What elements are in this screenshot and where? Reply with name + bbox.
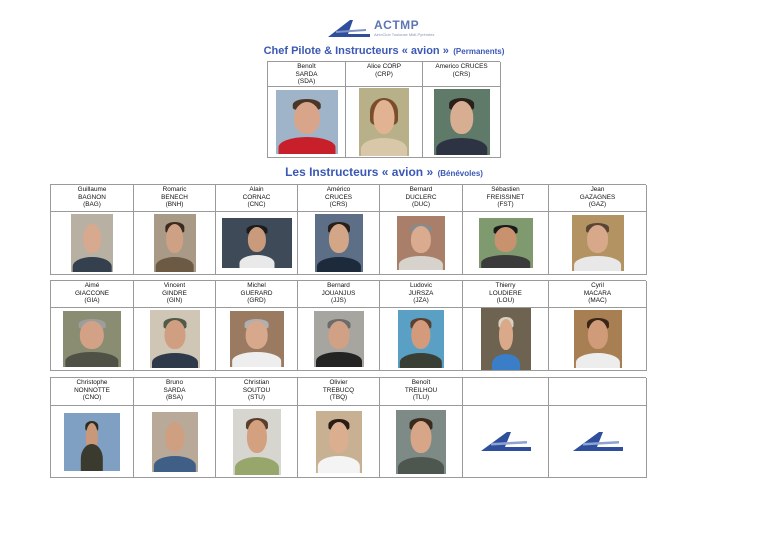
instructor-name: Sébastien FREISSINET (FST) — [463, 185, 549, 212]
instructor-name: Alain CORNAC (CNC) — [216, 185, 298, 212]
instructor-photo — [63, 311, 121, 367]
photo-cell — [298, 212, 380, 275]
photo-cell — [134, 212, 216, 275]
instructor-name: Olivier TREBUCQ (TBQ) — [298, 378, 380, 406]
instructor-photo — [434, 89, 490, 155]
photo-cell — [549, 406, 647, 478]
instructor-photo — [276, 90, 338, 154]
instructor-photo — [315, 214, 363, 272]
instructor-name: Romaric BENECH (BNH) — [134, 185, 216, 212]
volunteers-table-row-3 — [50, 377, 646, 478]
instructor-name: Jean GAZAGNES (GAZ) — [549, 185, 647, 212]
instructor-photo — [398, 310, 444, 368]
aircraft-logo-icon — [569, 429, 627, 455]
photo-cell — [134, 308, 216, 371]
photo-cell — [298, 308, 380, 371]
instructor-photo — [396, 410, 446, 474]
instructor-photo — [397, 216, 445, 270]
photo-cell — [298, 406, 380, 478]
photo-cell — [51, 406, 134, 478]
permanents-title — [0, 41, 768, 59]
instructor-name: Ludovic JURSZA (JZA) — [380, 281, 463, 308]
actmp-logo — [326, 18, 446, 42]
instructor-name: Cyril MACARA (MAC) — [549, 281, 647, 308]
instructor-name: Aimé GIACCONE (GIA) — [51, 281, 134, 308]
instructor-name: Christian SOUTOU (STU) — [216, 378, 298, 406]
instructor-photo — [359, 88, 409, 156]
logo-text: ACTMP — [374, 18, 420, 32]
instructor-name: Bernard DUCLERC (DUC) — [380, 185, 463, 212]
instructor-name: Benoît SARDA (SDA) — [268, 62, 346, 87]
instructor-photo — [222, 218, 292, 268]
instructor-name: Bruno SARDA (BSA) — [134, 378, 216, 406]
instructor-photo — [154, 214, 196, 272]
instructor-name: Benoît TREILHOU (TLU) — [380, 378, 463, 406]
empty-name-cell — [463, 378, 549, 406]
photo-cell — [463, 308, 549, 371]
photo-cell — [51, 308, 134, 371]
volunteers-table-row-2 — [50, 280, 646, 371]
photo-cell — [549, 308, 647, 371]
instructor-name: Christophe NONNOTTE (CNO) — [51, 378, 134, 406]
volunteers-title-sub: (Bénévoles) — [437, 169, 483, 178]
photo-cell — [51, 212, 134, 275]
logo-subtext: AéroClub Toulouse Midi-Pyrénées — [374, 32, 435, 37]
instructor-photo — [71, 214, 113, 272]
photo-cell — [380, 406, 463, 478]
volunteers-title-main: Les Instructeurs « avion » — [285, 165, 434, 179]
photo-cell — [216, 212, 298, 275]
instructor-photo — [233, 409, 281, 475]
photo-cell — [463, 406, 549, 478]
photo-cell — [380, 212, 463, 275]
instructor-photo — [481, 308, 531, 370]
aircraft-logo-icon — [326, 18, 372, 40]
instructor-photo — [64, 413, 120, 471]
instructor-name: Alice CORP (CRP) — [346, 62, 423, 87]
empty-name-cell — [549, 378, 647, 406]
permanents-table — [267, 61, 500, 158]
photo-cell — [216, 406, 298, 478]
instructor-name: Vincent GINDRE (GIN) — [134, 281, 216, 308]
permanents-title-sub: (Permanents) — [453, 47, 505, 56]
photo-cell — [423, 87, 501, 158]
instructor-name: Guillaume BAGNON (BAG) — [51, 185, 134, 212]
photo-cell — [463, 212, 549, 275]
instructor-photo — [314, 311, 364, 367]
photo-cell — [549, 212, 647, 275]
instructor-name: Americo CRUCES (CRS) — [423, 62, 501, 87]
permanents-title-main: Chef Pilote & Instructeurs « avion » — [263, 45, 449, 57]
instructor-photo — [150, 310, 200, 368]
volunteers-title — [0, 163, 768, 181]
instructor-photo — [479, 218, 533, 268]
instructor-photo — [152, 412, 198, 472]
instructor-photo — [572, 215, 624, 271]
instructor-name: Michel GUERARD (GRD) — [216, 281, 298, 308]
photo-cell — [268, 87, 346, 158]
instructor-photo — [574, 310, 622, 368]
photo-cell — [380, 308, 463, 371]
instructor-name: Thierry LOUDIERE (LOU) — [463, 281, 549, 308]
aircraft-logo-icon — [477, 429, 535, 455]
photo-cell — [134, 406, 216, 478]
volunteers-table-row-1 — [50, 184, 646, 275]
instructor-name: Américo CRUCES (CRS) — [298, 185, 380, 212]
photo-cell — [346, 87, 423, 158]
instructor-name: Bernard JOUANJUS (JJS) — [298, 281, 380, 308]
photo-cell — [216, 308, 298, 371]
instructor-photo — [316, 411, 362, 473]
instructor-photo — [230, 311, 284, 367]
